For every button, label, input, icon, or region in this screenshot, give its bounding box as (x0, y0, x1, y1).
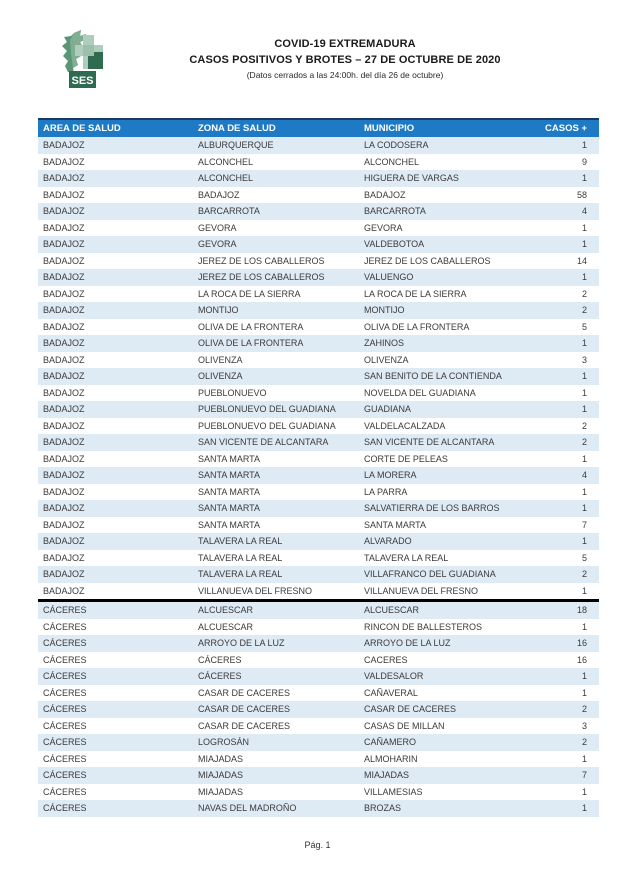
cell-municipio: CAÑAVERAL (364, 687, 418, 698)
cell-zona-de-salud: MONTIJO (193, 302, 359, 319)
cell-area-de-salud: BADAJOZ (38, 368, 193, 385)
cell-area-de-salud: CÁCERES (43, 786, 87, 797)
cell-casos: 1 (581, 387, 587, 398)
cell-casos: 1 (517, 533, 599, 550)
table-row (38, 401, 599, 418)
cell-area-de-salud: BADAJOZ (38, 533, 193, 550)
table-row (38, 652, 599, 669)
cell-zona-de-salud: MIAJADAS (198, 786, 244, 797)
table-row (38, 154, 599, 171)
cell-area-de-salud: BADAJOZ (38, 203, 193, 220)
table-row (38, 467, 599, 484)
cell-area-de-salud: CÁCERES (38, 701, 193, 718)
cell-zona-de-salud: TALAVERA LA REAL (193, 533, 359, 550)
cell-municipio: MIAJADAS (359, 767, 517, 784)
cell-zona-de-salud: BARCARROTA (193, 203, 359, 220)
cell-zona-de-salud: GEVORA (198, 222, 237, 233)
cell-zona-de-salud: OLIVA DE LA FRONTERA (193, 335, 359, 352)
cell-municipio: NOVELDA DEL GUADIANA (364, 387, 476, 398)
cell-zona-de-salud: PUEBLONUEVO DEL GUADIANA (193, 401, 359, 418)
cell-area-de-salud: CÁCERES (43, 720, 87, 731)
cell-casos: 1 (581, 621, 587, 632)
cell-municipio: VALDESALOR (359, 668, 517, 685)
cell-municipio: ZAHINOS (359, 335, 517, 352)
cell-zona-de-salud: PUEBLONUEVO (198, 387, 267, 398)
cell-area-de-salud: BADAJOZ (38, 566, 193, 583)
table-row (38, 685, 599, 702)
table-row (38, 517, 599, 534)
cell-area-de-salud: BADAJOZ (38, 401, 193, 418)
cell-zona-de-salud: VILLANUEVA DEL FRESNO (198, 585, 313, 596)
cases-table (38, 118, 599, 817)
cell-casos: 4 (517, 467, 599, 484)
cell-area-de-salud: CÁCERES (38, 601, 193, 619)
cell-casos: 5 (581, 552, 587, 563)
cell-casos: 9 (581, 156, 587, 167)
table-row (38, 619, 599, 636)
cell-area-de-salud: BADAJOZ (38, 434, 193, 451)
cell-casos: 1 (581, 222, 587, 233)
table-row (38, 533, 599, 550)
cell-zona-de-salud: LA ROCA DE LA SIERRA (198, 288, 301, 299)
column-header-area-de-salud: AREA DE SALUD (38, 119, 193, 137)
cell-municipio: OLIVA DE LA FRONTERA (364, 321, 470, 332)
cell-zona-de-salud: ALCONCHEL (193, 170, 359, 187)
cell-casos: 1 (581, 687, 587, 698)
cell-casos: 16 (517, 635, 599, 652)
table-row (38, 220, 599, 237)
cell-casos: 1 (517, 668, 599, 685)
cell-area-de-salud: CÁCERES (38, 767, 193, 784)
cell-zona-de-salud: NAVAS DEL MADROÑO (193, 800, 359, 817)
cell-area-de-salud: BADAJOZ (38, 302, 193, 319)
cell-area-de-salud: BADAJOZ (43, 420, 85, 431)
table-header (38, 119, 599, 137)
cell-casos: 1 (517, 137, 599, 154)
table-row (38, 187, 599, 204)
cell-municipio: VILLANUEVA DEL FRESNO (364, 585, 479, 596)
cell-casos: 1 (581, 786, 587, 797)
cell-zona-de-salud: OLIVENZA (198, 354, 243, 365)
table-row (38, 368, 599, 385)
cell-casos: 18 (517, 601, 599, 619)
table-row (38, 269, 599, 286)
cell-zona-de-salud: SANTA MARTA (198, 486, 261, 497)
column-header-municipio: MUNICIPIO (359, 119, 517, 137)
table-body (38, 137, 599, 817)
report-title: COVID-19 EXTREMADURA (274, 38, 416, 50)
cell-casos: 7 (581, 519, 587, 530)
table-row (38, 385, 599, 402)
cell-area-de-salud: BADAJOZ (43, 189, 85, 200)
cell-zona-de-salud: TALAVERA LA REAL (193, 566, 359, 583)
cell-zona-de-salud: ARROYO DE LA LUZ (193, 635, 359, 652)
cell-casos: 14 (576, 255, 587, 266)
cell-area-de-salud: BADAJOZ (38, 335, 193, 352)
cell-zona-de-salud: ALBURQUERQUE (193, 137, 359, 154)
cell-municipio: GUADIANA (359, 401, 517, 418)
cell-casos: 5 (581, 321, 587, 332)
cell-casos: 2 (517, 734, 599, 751)
table-row (38, 718, 599, 735)
cell-casos: 16 (576, 654, 587, 665)
cell-zona-de-salud: OLIVA DE LA FRONTERA (198, 321, 304, 332)
cell-municipio: CASAR DE CACERES (359, 701, 517, 718)
cell-area-de-salud: BADAJOZ (38, 269, 193, 286)
cell-municipio: ALVARADO (359, 533, 517, 550)
column-header-zona-de-salud: ZONA DE SALUD (193, 119, 359, 137)
table-row (38, 484, 599, 501)
cases-table-container (38, 118, 599, 817)
cell-casos: 1 (581, 753, 587, 764)
cell-area-de-salud: CÁCERES (38, 635, 193, 652)
cell-municipio: VALDEBOTOA (359, 236, 517, 253)
cell-municipio: ALCUESCAR (359, 601, 517, 619)
page-number: Pág. 1 (304, 840, 331, 850)
table-row (38, 352, 599, 369)
table-row (38, 418, 599, 435)
cell-area-de-salud: BADAJOZ (38, 137, 193, 154)
cell-municipio: ALMOHARIN (364, 753, 418, 764)
table-row (38, 601, 599, 619)
cell-municipio: VALUENGO (359, 269, 517, 286)
cell-area-de-salud: BADAJOZ (43, 585, 85, 596)
cell-casos: 2 (517, 302, 599, 319)
table-row (38, 800, 599, 817)
cell-casos: 2 (517, 434, 599, 451)
cell-municipio: LA ROCA DE LA SIERRA (364, 288, 467, 299)
table-row (38, 550, 599, 567)
cell-municipio: LA PARRA (364, 486, 408, 497)
cell-zona-de-salud: LOGROSÁN (193, 734, 359, 751)
cell-zona-de-salud: OLIVENZA (193, 368, 359, 385)
table-row (38, 286, 599, 303)
cell-casos: 2 (581, 288, 587, 299)
ses-logo-text: SES (71, 75, 94, 87)
cell-zona-de-salud: BADAJOZ (198, 189, 240, 200)
table-row (38, 203, 599, 220)
table-row (38, 767, 599, 784)
cell-casos: 2 (581, 420, 587, 431)
cell-casos: 1 (581, 486, 587, 497)
table-row (38, 434, 599, 451)
cell-municipio: LA CODOSERA (359, 137, 517, 154)
cell-casos: 1 (581, 453, 587, 464)
table-row (38, 583, 599, 601)
cell-area-de-salud: BADAJOZ (43, 156, 85, 167)
cell-casos: 2 (517, 701, 599, 718)
cell-area-de-salud: BADAJOZ (38, 170, 193, 187)
cell-area-de-salud: BADAJOZ (43, 519, 85, 530)
cell-municipio: SAN BENITO DE LA CONTIENDA (359, 368, 517, 385)
cell-zona-de-salud: CÁCERES (193, 668, 359, 685)
cell-municipio: SALVATIERRA DE LOS BARROS (359, 500, 517, 517)
table-row (38, 701, 599, 718)
cell-casos: 58 (576, 189, 587, 200)
cell-casos: 3 (581, 720, 587, 731)
table-row (38, 668, 599, 685)
cell-casos: 1 (517, 800, 599, 817)
cell-casos: 1 (517, 401, 599, 418)
cell-casos: 1 (581, 585, 587, 596)
cell-casos: 3 (581, 354, 587, 365)
table-row (38, 253, 599, 270)
cell-municipio: VALDELACALZADA (364, 420, 446, 431)
cell-area-de-salud: BADAJOZ (43, 552, 85, 563)
cell-zona-de-salud: CASAR DE CACERES (193, 701, 359, 718)
cell-zona-de-salud: JEREZ DE LOS CABALLEROS (198, 255, 325, 266)
cell-municipio: BARCARROTA (359, 203, 517, 220)
table-row (38, 335, 599, 352)
table-row (38, 302, 599, 319)
cell-zona-de-salud: SANTA MARTA (193, 467, 359, 484)
cell-municipio: JEREZ DE LOS CABALLEROS (364, 255, 491, 266)
cell-municipio: BADAJOZ (364, 189, 406, 200)
cell-area-de-salud: CÁCERES (38, 734, 193, 751)
cell-area-de-salud: CÁCERES (38, 800, 193, 817)
cell-zona-de-salud: TALAVERA LA REAL (198, 552, 283, 563)
table-header-row (38, 119, 599, 137)
table-row (38, 751, 599, 768)
cell-area-de-salud: BADAJOZ (43, 222, 85, 233)
cell-zona-de-salud: ALCUESCAR (198, 621, 254, 632)
cell-area-de-salud: CÁCERES (43, 753, 87, 764)
cell-area-de-salud: BADAJOZ (43, 387, 85, 398)
table-row (38, 137, 599, 154)
cell-area-de-salud: BADAJOZ (43, 321, 85, 332)
cell-municipio: GEVORA (364, 222, 403, 233)
table-row (38, 734, 599, 751)
cell-zona-de-salud: JEREZ DE LOS CABALLEROS (193, 269, 359, 286)
cell-area-de-salud: CÁCERES (43, 654, 87, 665)
cell-area-de-salud: BADAJOZ (43, 288, 85, 299)
cell-casos: 1 (517, 236, 599, 253)
cell-casos: 1 (517, 500, 599, 517)
cell-casos: 4 (517, 203, 599, 220)
cell-zona-de-salud: MIAJADAS (198, 753, 244, 764)
table-row (38, 451, 599, 468)
cell-municipio: MONTIJO (359, 302, 517, 319)
cell-area-de-salud: BADAJOZ (43, 354, 85, 365)
cell-municipio: CACERES (364, 654, 408, 665)
cell-municipio: RINCON DE BALLESTEROS (364, 621, 483, 632)
cell-municipio: OLIVENZA (364, 354, 409, 365)
cell-zona-de-salud: ALCUESCAR (193, 601, 359, 619)
cell-municipio: CORTE DE PELEAS (364, 453, 448, 464)
report-data-note: (Datos cerrados a las 24:00h. del día 26 de octubre) (246, 70, 444, 80)
cell-zona-de-salud: GEVORA (193, 236, 359, 253)
cell-municipio: SANTA MARTA (364, 519, 427, 530)
cell-area-de-salud: BADAJOZ (43, 453, 85, 464)
cell-casos: 7 (517, 767, 599, 784)
cell-area-de-salud: CÁCERES (43, 621, 87, 632)
cell-municipio: LA MORERA (359, 467, 517, 484)
cell-zona-de-salud: CASAR DE CACERES (198, 687, 291, 698)
column-header-casos: CASOS + (517, 119, 599, 137)
cell-municipio: VILLAMESIAS (364, 786, 423, 797)
report-subtitle: CASOS POSITIVOS Y BROTES – 27 DE OCTUBRE DE 2020 (189, 54, 501, 66)
cell-zona-de-salud: CASAR DE CACERES (198, 720, 291, 731)
cell-municipio: HIGUERA DE VARGAS (359, 170, 517, 187)
table-row (38, 500, 599, 517)
cell-area-de-salud: CÁCERES (38, 668, 193, 685)
cell-municipio: ARROYO DE LA LUZ (359, 635, 517, 652)
table-row (38, 170, 599, 187)
table-row (38, 784, 599, 801)
table-row (38, 635, 599, 652)
cell-zona-de-salud: PUEBLONUEVO DEL GUADIANA (198, 420, 336, 431)
cell-municipio: CAÑAMERO (359, 734, 517, 751)
cell-municipio: SAN VICENTE DE ALCANTARA (359, 434, 517, 451)
cell-zona-de-salud: MIAJADAS (193, 767, 359, 784)
cell-area-de-salud: BADAJOZ (38, 236, 193, 253)
cell-casos: 2 (517, 566, 599, 583)
table-row (38, 236, 599, 253)
cell-municipio: ALCONCHEL (364, 156, 420, 167)
cell-municipio: VILLAFRANCO DEL GUADIANA (359, 566, 517, 583)
cell-casos: 1 (517, 335, 599, 352)
cell-casos: 1 (517, 269, 599, 286)
cell-area-de-salud: BADAJOZ (38, 467, 193, 484)
cell-area-de-salud: BADAJOZ (38, 500, 193, 517)
cell-municipio: BROZAS (359, 800, 517, 817)
cell-zona-de-salud: SANTA MARTA (198, 453, 261, 464)
cell-municipio: CASAS DE MILLAN (364, 720, 445, 731)
table-row (38, 566, 599, 583)
cell-municipio: TALAVERA LA REAL (364, 552, 449, 563)
cell-zona-de-salud: SANTA MARTA (193, 500, 359, 517)
cell-zona-de-salud: SAN VICENTE DE ALCANTARA (193, 434, 359, 451)
cell-zona-de-salud: SANTA MARTA (198, 519, 261, 530)
cell-casos: 1 (517, 170, 599, 187)
cell-area-de-salud: BADAJOZ (43, 486, 85, 497)
report-title-block (95, 38, 595, 80)
table-row (38, 319, 599, 336)
cell-area-de-salud: BADAJOZ (43, 255, 85, 266)
cell-area-de-salud: CÁCERES (43, 687, 87, 698)
cell-casos: 1 (517, 368, 599, 385)
cell-zona-de-salud: ALCONCHEL (198, 156, 254, 167)
cell-zona-de-salud: CÁCERES (198, 654, 242, 665)
